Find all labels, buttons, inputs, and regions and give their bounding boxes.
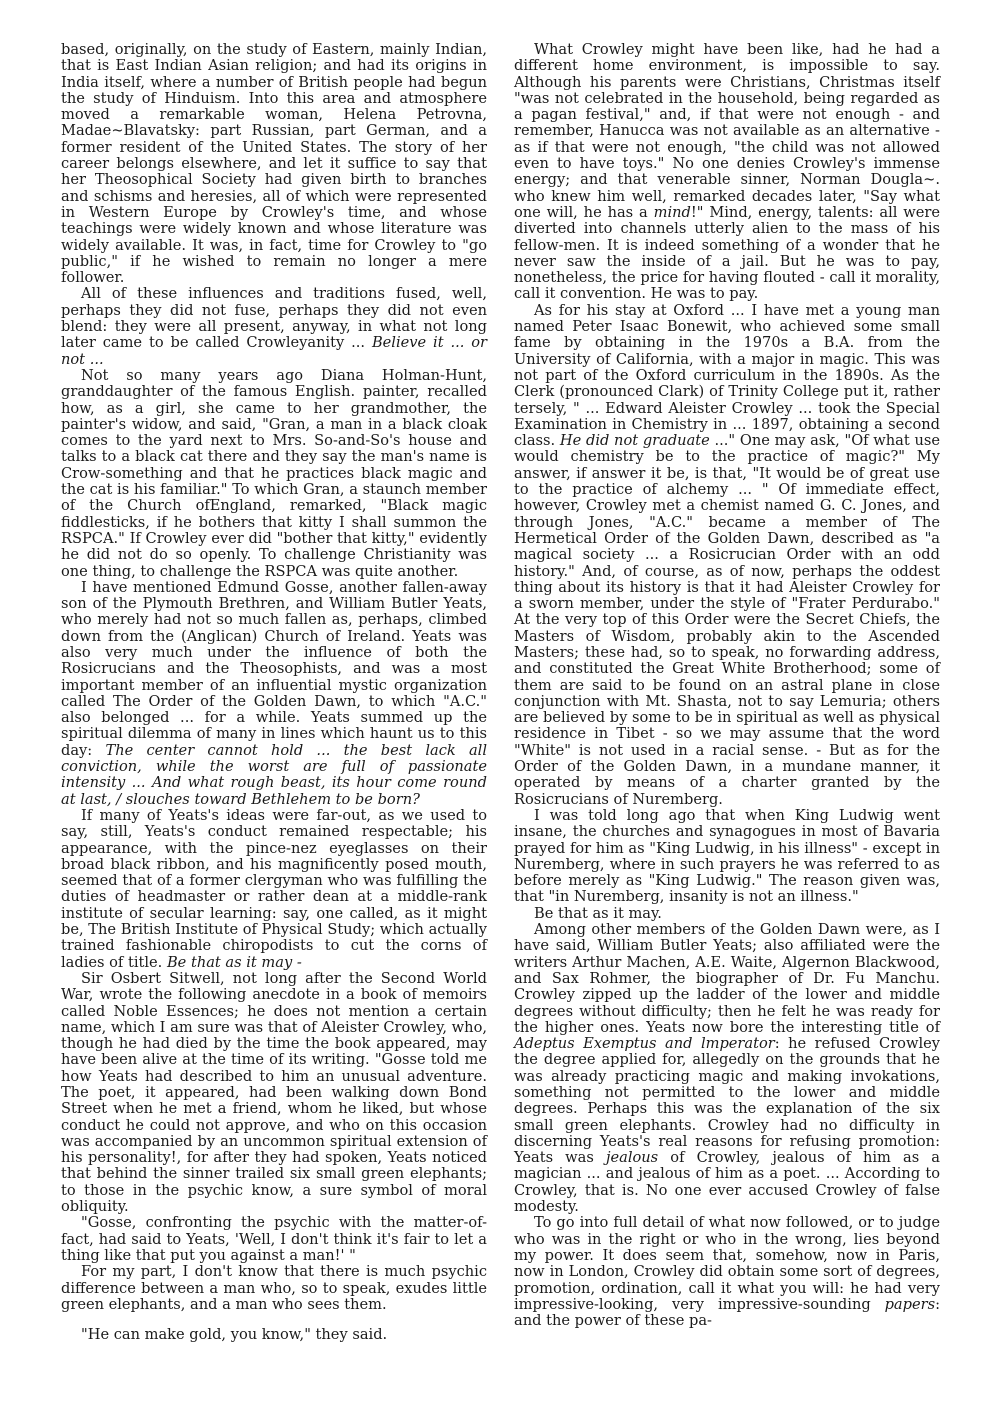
paragraph: "Gosse, confronting the psychic with the matter-of-fact, had said to Yeats, 'Well, I don't think it's fair to let a thing like that put you against a man!' ": [61, 1214, 487, 1264]
paragraph: Be that as it may.: [534, 904, 662, 922]
paragraph: All of these influences and traditions fused, well, perhaps they did not fuse, perhaps they did not even blend: they were all present, anyway, in what not long later came to be called Crowleyanity ... Believe it ... or not ...: [61, 285, 488, 368]
paragraph: I was told long ago that when King Ludwig went insane, the churches and synagogues in most of Bavaria prayed for him as "King Ludwig, in his illness" - except in Nuremberg, where in such prayers he was referred to as before merely as "King Ludwig." The reason given was, that "in Nuremberg, insanity is not an illness.": [514, 806, 940, 906]
paragraph: If many of Yeats's ideas were far-out, as we used to say, still, Yeats's conduct remained respectable; his appearance, with the pince-nez eyeglasses on their broad black ribbon, and his magnificently posed mouth, seemed that of a former clergyman who was fulfilling the duties of headmaster or rather dean at a middle-rank institute of secular learning: say, one called, as it might be, The British Institute of Physical Study; which actually trained fashionable chiropodists to cut the corns of ladies of title. Be that as it may -: [61, 806, 487, 971]
right-column: [514, 42, 940, 1329]
paragraph: I have mentioned Edmund Gosse, another fallen-away son of the Plymouth Brethren, and William Butler Yeats, who merely had not so much fallen as, perhaps, climbed down from the (Anglican) Church of Ireland. Yeats was also very much under the influence of both the Rosicrucians and the Theosophists, and was a most important member of an influential mystic organization called The Order of the Golden Dawn, to which "A.C." also belonged ... for a while. Yeats summed up the spiritual dilemma of many in lines which haunt us to this day: The center cannot hold ... the best lack all conviction, while the worst are full of passionate intensity ... And what rough beast, its hour come round at last, / slouches toward Bethlehem to be born?: [61, 578, 487, 808]
paragraph: "He can make gold, you know," they said.: [81, 1326, 388, 1344]
paragraph: What Crowley might have been like, had he had a different home environment, is impossible to say. Although his parents were Christians, Christmas itself "was not celebrated in the household, being regarded as a pagan festival," and, if that were not enough - and remember, Hanucca was not available as an alternative - as if that were not enough, "the child was not allowed even to have toys." No one denies Crowley's immense energy; and that venerable sinner, Norman Dougla~. who knew him well, remarked decades later, "Say what one will, he has a mind!" Mind, energy, talents: all were diverted into channels utterly alien to the mass of his fellow-men. It is indeed something of a wonder that he never saw the inside of a jail. But he was to pay, nonetheless, the price for having flouted - call it morality, call it convention. He was to pay.: [514, 41, 941, 303]
left-column: [61, 42, 487, 1343]
paragraph: Sir Osbert Sitwell, not long after the Second World War, wrote the following anecdote in a book of memoirs called Noble Essences; he does not mention a certain name, which I am sure was that of Aleister Crowley, who, though he had died by the time the book appeared, may have been alive at the time of its writing. "Gosse told me how Yeats had described to him an unusual adventure. The poet, it appeared, had been walking down Bond Street when he met a friend, whom he liked, but whose conduct he could not approve, and who on this occasion was accompanied by an uncommon spiritual extension of his personality!, for after they had spoken, Yeats noticed that behind the sinner trailed six small green elephants; to those in the psychic know, a sure symbol of moral obliquity.: [61, 969, 487, 1216]
paragraph: Not so many years ago Diana Holman-Hunt, granddaughter of the famous English. painter, recalled how, as a girl, she came to her grandmother, the painter's widow, and said, "Gran, a man in a black cloak comes to the yard next to Mrs. So-and-So's house and talks to a black cat there and they say the man's name is Crow-something and that he practices black magic and the cat is his familiar." To which Gran, a staunch member of the Church ofEngland, remarked, "Black magic fiddlesticks, if he bothers that kitty I shall summon the RSPCA." If Crowley ever did "bother that kitty," evidently he did not do so openly. To challenge Christianity was one thing, to challenge the RSPCA was quite another.: [61, 366, 487, 580]
paragraph: To go into full detail of what now followed, or to judge who was in the right or who in the wrong, lies beyond my power. It does seem that, somehow, now in Paris, now in London, Crowley did obtain some sort of degrees, promotion, ordination, call it what you will: he had very impressive-looking, very impressive-sounding papers: and the power of these pa-: [514, 1214, 940, 1330]
paragraph: For my part, I don't know that there is much psychic difference between a man who, so to speak, exudes little green elephants, and a man who sees them.: [61, 1263, 487, 1313]
paragraph: Among other members of the Golden Dawn were, as I have said, William Butler Yeats; also affiliated were the writers Arthur Machen, A.E. Waite, Algernon Blackwood, and Sax Rohmer, the biographer of Dr. Fu Manchu. Crowley zipped up the ladder of the lower and middle degrees without difficulty; then he felt he was ready for the higher ones. Yeats now bore the interesting title of Adeptus Exemptus and lmperator: he refused Crowley the degree applied for, allegedly on the grounds that he was already practicing magic and making invokations, something not permitted to the lower and middle degrees. Perhaps this was the explanation of the six small green elephants. Crowley had no difficulty in discerning Yeats's real reasons for refusing promotion: Yeats was jealous of Crowley, jealous of him as a magician ... and jealous of him as a poet. ... According to Crowley, that is. No one ever accused Crowley of false modesty.: [514, 921, 940, 1216]
paragraph: As for his stay at Oxford ... I have met a young man named Peter Isaac Bonewit, who achieved some small fame by obtaining in the 1970s a B.A. from the University of California, with a major in magic. This was not part of the Oxford curriculum in the 1890s. As the Clerk (pronounced Clark) of Trinity College put it, rather tersely, " ... Edward Aleister Crowley ... took the Special Examination in Chemistry in ... 1897, obtaining a second class. He did not graduate ..." One may ask, "Of what use would chemistry be to the practice of magic?" My answer, if answer it be, is that, "It would be of great use to the practice of alchemy ... " Of immediate effect, however, Crowley met a chemist named G. C. Jones, and through Jones, "A.C." became a member of The Hermetical Order of the Golden Dawn, described as "a magical society ... a Rosicrucian Order with an odd history." And, of course, as of now, perhaps the oddest thing about its history is that it had Aleister Crowley for a sworn member, under the style of "Frater Perdurabo." At the very top of this Order were the Secret Chiefs, the Masters of Wisdom, probably akin to the Ascended Masters; these had, so to speak, no forwarding address, and constituted the Great White Brotherhood; some of them are said to be found on an astral plane in close conjunction with Mt. Shasta, not to say Lemuria; others are believed by some to be in spiritual as well as physical residence in Tibet - so we may assume that the word "White" is not used in a racial sense. - But as for the Order of the Golden Dawn, in a mundane manner, it operated by means of a charter granted by the Rosicrucians of Nuremberg.: [514, 301, 940, 808]
paragraph: based, originally, on the study of Eastern, mainly Indian, that is East Indian Asian religion; and had its origins in India itself, where a number of British people had begun the study of Hinduism. Into this area and atmosphere moved a remarkable woman, Helena Petrovna, Madae~Blavatsky: part Russian, part German, and a former resident of the United States. The story of her career belongs elsewhere, and let it suffice to say that her Theosophical Society had given birth to branches and schisms and heresies, all of which were represented in Western Europe by Crowley's time, and whose teachings were widely known and whose literature was widely available. It was, in fact, time for Crowley to "go public," if he wished to remain no longer a mere follower.: [61, 41, 487, 287]
